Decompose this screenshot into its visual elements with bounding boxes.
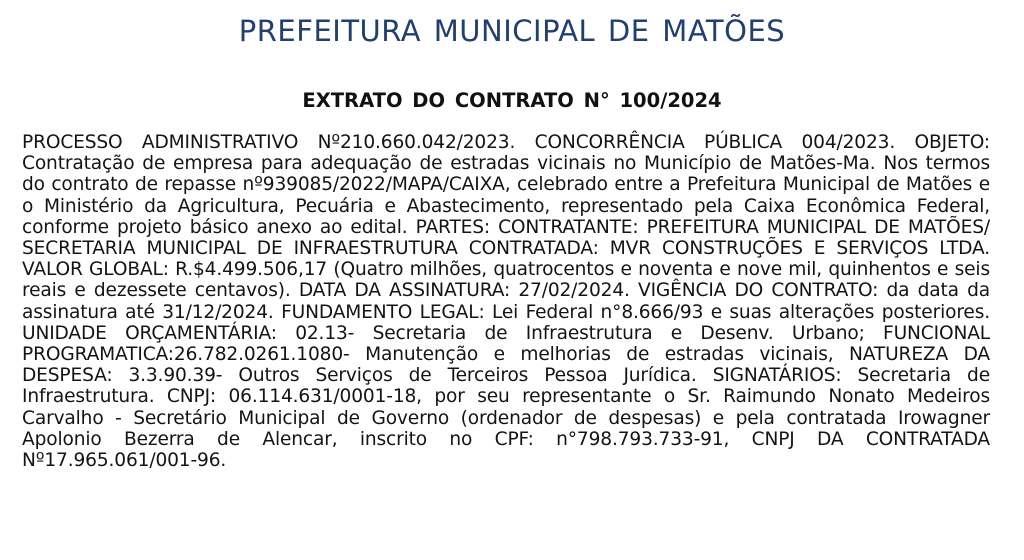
document-subtitle: EXTRATO DO CONTRATO N° 100/2024 bbox=[302, 89, 722, 112]
document-body: PROCESSO ADMINISTRATIVO Nº210.660.042/2023. CONCORRÊNCIA PÚBLICA 004/2023. OBJETO: Contratação de empresa para adequação de estradas vicinais no Município de Matões-Ma. Nos termos do contrato de repasse nº939085/2022/MAPA/CAIXA, celebrado entre a Prefeitura Municipal de Matões e o Ministério da Agricultura, Pecuária e Abastecimento, representado pela Caixa Econômica Federal, conforme projeto básico anexo ao edital. PARTES: CONTRATANTE: PREFEITURA MUNICIPAL DE MATÕES/ SECRETARIA MUNICIPAL DE INFRAESTRUTURA CONTRATADA: MVR CONSTRUÇÕES E SERVIÇOS LTDA. VALOR GLOBAL: R.$4.499.506,17 (Quatro milhões, quatrocentos e noventa e nove mil, quinhentos e seis reais e dezessete centavos). DATA DA ASSINATURA: 27/02/2024. VIGÊNCIA DO CONTRATO: da data da assinatura até 31/12/2024. FUNDAMENTO LEGAL: Lei Federal n°8.666/93 e suas alterações posteriores. UNIDADE ORÇAMENTÁRIA: 02.13- Secretaria de Infraestrutura e Desenv. Urbano; FUNCIONAL PROGRAMATICA:26.782.0261.1080- Manutenção e melhorias de estradas vicinais, NATUREZA DA DESPESA: 3.3.90.39- Outros Serviços de Terceiros Pessoa Jurídica. SIGNATÁRIOS: Secretaria de Infraestrutura. CNPJ: 06.114.631/0001-18, por seu representante o Sr. Raimundo Nonato Medeiros Carvalho - Secretário Municipal de Governo (ordenador de despesas) e pela contratada Irowagner Apolonio Bezerra de Alencar, inscrito no CPF: n°798.793.733-91, CNPJ DA CONTRATADA Nº17.965.061/001-96. bbox=[22, 132, 990, 472]
page-title: PREFEITURA MUNICIPAL DE MATÕES bbox=[238, 14, 786, 48]
